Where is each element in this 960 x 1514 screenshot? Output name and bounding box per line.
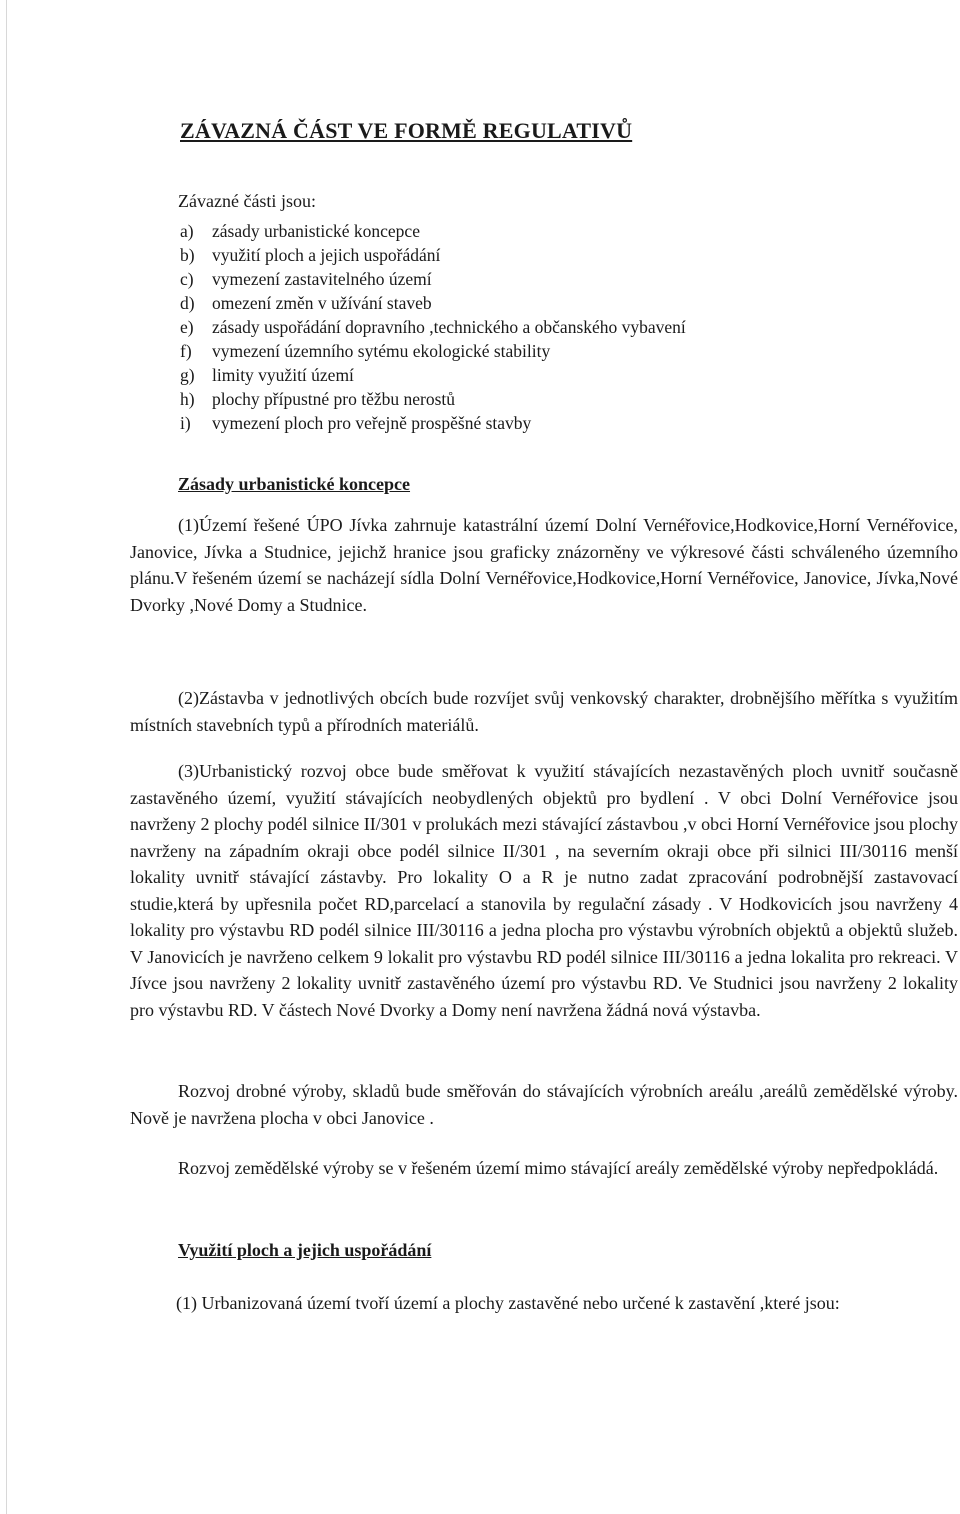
intro-label: Závazné části jsou: bbox=[178, 191, 316, 211]
toc-item bbox=[180, 387, 686, 411]
paragraph-development-character: (2)Zástavba v jednotlivých obcích bude rozvíjet svůj venkovský charakter, drobnějšího měřítka s využitím místních stavebních typů a přírodních materiálů. bbox=[130, 688, 958, 735]
toc-item-text: vymezení územního sytému ekologické stability bbox=[212, 341, 551, 361]
section-heading-urban-concept: Zásady urbanistické koncepce bbox=[178, 474, 411, 494]
toc-item-text: využití ploch a jejich uspořádání bbox=[212, 245, 441, 265]
toc-item bbox=[180, 243, 686, 267]
toc-item-label: g) bbox=[180, 365, 195, 385]
toc-item-label: a) bbox=[180, 221, 194, 241]
toc-item-label: d) bbox=[180, 293, 195, 313]
paragraph-territory: (1)Území řešené ÚPO Jívka zahrnuje katastrální území Dolní Vernéřovice,Hodkovice,Horní Vernéřovice, Janovice, Jívka a Studnice, jejichž hranice jsou graficky znázorněny ve výkresové části schváleného územního plánu.V řešeném území se nacházejí sídla Dolní Vernéřovice,Hodkovice,Horní Vernéřovice, Janovice, Jívka,Nové Dvorky ,Nové Domy a Studnice. bbox=[130, 515, 958, 615]
toc-item-text: vymezení ploch pro veřejně prospěšné stavby bbox=[212, 413, 532, 433]
toc-item-label: i) bbox=[180, 413, 191, 433]
section-heading-land-use: Využití ploch a jejich uspořádání bbox=[178, 1240, 432, 1260]
toc-list bbox=[180, 219, 686, 435]
toc-item-label: e) bbox=[180, 317, 194, 337]
toc-item bbox=[180, 291, 686, 315]
toc-item bbox=[180, 315, 686, 339]
scan-edge-line bbox=[6, 0, 7, 1514]
toc-item bbox=[180, 267, 686, 291]
toc-item-text: vymezení zastavitelného území bbox=[212, 269, 432, 289]
toc-item bbox=[180, 363, 686, 387]
toc-item-label: h) bbox=[180, 389, 195, 409]
toc-item-label: b) bbox=[180, 245, 195, 265]
paragraph-small-production: Rozvoj drobné výroby, skladů bude směřován do stávajících výrobních areálu ,areálů zemědělské výroby. Nově je navržena plocha v obci Janovice . bbox=[130, 1081, 958, 1128]
toc-item-label: c) bbox=[180, 269, 194, 289]
paragraph-urban-development: (3)Urbanistický rozvoj obce bude směřovat k využití stávajících nezastavěných ploch uvnitř současně zastavěného území, využití stávajících neobydlených objektů pro bydlení . V obci Dolní Vernéřovice jsou navrženy 2 plochy podél silnice II/301 v prolukách mezi stávající zástavbou ,v obci Horní Vernéřovice jsou plochy navrženy na západním okraji obce podél silnice II/301 , na severním okraji obce při silnici III/30116 menší lokality uvnitř stávající zástavby. Pro lokality O a R je nutno zadat zpracování podrobnější zastavovací studie,která by upřesnila počet RD,parcelací a stanovila by regulační zásady . V Hodkovicích jsou navrženy 4 lokality pro výstavbu RD podél silnice III/30116 a jedna plocha pro výstavbu výrobních objektů a objektů služeb. V Janovicích je navrženo celkem 9 lokalit pro výstavbu RD podél silnice III/30116 a jedna lokalita pro rekreaci. V Jívce jsou navrženy 2 lokality uvnitř zastavěného území pro výstavbu RD. Ve Studnici jsou navrženy 2 lokality pro výstavbu RD. V částech Nové Dvorky a Domy není navržena žádná nová výstavba. bbox=[130, 761, 958, 1020]
toc-item-text: omezení změn v užívání staveb bbox=[212, 293, 432, 313]
toc-item bbox=[180, 219, 686, 243]
paragraph-agriculture: Rozvoj zemědělské výroby se v řešeném území mimo stávající areály zemědělské výroby nepředpokládá. bbox=[178, 1158, 939, 1178]
toc-item-text: zásady uspořádání dopravního ,technického a občanského vybavení bbox=[212, 317, 686, 337]
toc-item-text: zásady urbanistické koncepce bbox=[212, 221, 420, 241]
toc-item bbox=[180, 339, 686, 363]
toc-item-text: limity využití území bbox=[212, 365, 354, 385]
toc-item bbox=[180, 411, 686, 435]
toc-item-text: plochy přípustné pro těžbu nerostů bbox=[212, 389, 456, 409]
paragraph-urbanized-areas: (1) Urbanizovaná území tvoří území a plochy zastavěné nebo určené k zastavění ,které jsou: bbox=[176, 1293, 840, 1313]
document-title: ZÁVAZNÁ ČÁST VE FORMĚ REGULATIVŮ bbox=[180, 118, 633, 143]
toc-item-label: f) bbox=[180, 341, 192, 361]
